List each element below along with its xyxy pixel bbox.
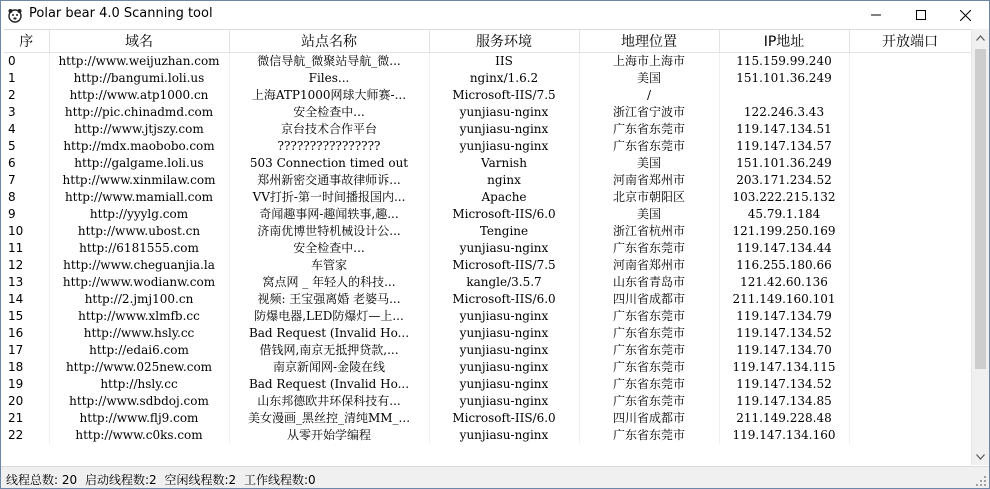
cell-location: 广东省东莞市 [579, 240, 719, 257]
cell-index: 17 [4, 342, 49, 359]
cell-location: 河南省郑州市 [579, 257, 719, 274]
cell-index: 1 [4, 70, 49, 87]
cell-server: yunjiasu-nginx [429, 104, 579, 121]
cell-open-ports [849, 70, 971, 87]
cell-site-name: 微信导航_微聚站导航_微... [229, 53, 429, 71]
cell-location: 广东省东莞市 [579, 308, 719, 325]
cell-site-name: 安全检查中... [229, 104, 429, 121]
cell-site-name: 郑州新密交通事故律师诉... [229, 172, 429, 189]
cell-domain: http://www.cheguanjia.la [49, 257, 229, 274]
cell-site-name: 窝点网 _ 年轻人的科技... [229, 274, 429, 291]
table-row[interactable] [4, 155, 971, 172]
cell-ip: 119.147.134.52 [719, 325, 849, 342]
cell-index: 21 [4, 410, 49, 427]
cell-site-name: 南京新闻网-金陵在线 [229, 359, 429, 376]
cell-ip: 119.147.134.57 [719, 138, 849, 155]
cell-domain: http://www.jtjszy.com [49, 121, 229, 138]
cell-site-name: 安全检查中... [229, 240, 429, 257]
chevron-up-icon [976, 35, 985, 41]
cell-open-ports [849, 376, 971, 393]
cell-ip: 116.255.180.66 [719, 257, 849, 274]
cell-location: / [579, 87, 719, 104]
table-row[interactable] [4, 172, 971, 189]
results-table [4, 29, 971, 466]
table-row[interactable] [4, 359, 971, 376]
cell-ip: 119.147.134.79 [719, 308, 849, 325]
cell-server: Tengine [429, 223, 579, 240]
cell-open-ports [849, 393, 971, 410]
cell-open-ports [849, 87, 971, 104]
cell-server: Microsoft-IIS/7.5 [429, 257, 579, 274]
cell-ip [719, 87, 849, 104]
table-row[interactable] [4, 104, 971, 121]
cell-server: yunjiasu-nginx [429, 138, 579, 155]
total-threads: 线程总数: 20 [6, 473, 78, 487]
cell-site-name: 奇闻趣事网-趣闻轶事,趣... [229, 206, 429, 223]
cell-server: yunjiasu-nginx [429, 325, 579, 342]
cell-domain: http://www.wodianw.com [49, 274, 229, 291]
cell-ip: 121.42.60.136 [719, 274, 849, 291]
cell-ip: 151.101.36.249 [719, 155, 849, 172]
cell-server: Microsoft-IIS/6.0 [429, 410, 579, 427]
cell-location: 广东省东莞市 [579, 121, 719, 138]
minimize-button[interactable] [853, 1, 898, 29]
cell-location: 广东省东莞市 [579, 325, 719, 342]
cell-server: Varnish [429, 155, 579, 172]
working-threads: 工作线程数:0 [244, 473, 316, 487]
table-row[interactable] [4, 87, 971, 104]
cell-location: 广东省东莞市 [579, 427, 719, 444]
cell-open-ports [849, 274, 971, 291]
cell-server: yunjiasu-nginx [429, 376, 579, 393]
cell-site-name: 山东邦德欧井环保科技有... [229, 393, 429, 410]
cell-index: 0 [4, 53, 49, 71]
table-row[interactable] [4, 189, 971, 206]
table-row[interactable] [4, 376, 971, 393]
cell-site-name: 车管家 [229, 257, 429, 274]
cell-location: 四川省成都市 [579, 291, 719, 308]
title-bar[interactable] [1, 1, 989, 29]
cell-server: IIS [429, 53, 579, 71]
cell-location: 美国 [579, 206, 719, 223]
cell-index: 8 [4, 189, 49, 206]
table-row[interactable] [4, 138, 971, 155]
cell-open-ports [849, 189, 971, 206]
cell-server: kangle/3.5.7 [429, 274, 579, 291]
table-row[interactable] [4, 342, 971, 359]
maximize-button[interactable] [898, 1, 943, 29]
cell-server: yunjiasu-nginx [429, 359, 579, 376]
cell-ip: 122.246.3.43 [719, 104, 849, 121]
table-body [4, 53, 971, 445]
cell-site-name: Bad Request (Invalid Ho... [229, 376, 429, 393]
cell-domain: http://www.c0ks.com [49, 427, 229, 444]
cell-open-ports [849, 291, 971, 308]
cell-index: 5 [4, 138, 49, 155]
table-row[interactable] [4, 223, 971, 240]
cell-server: Microsoft-IIS/6.0 [429, 206, 579, 223]
cell-domain: http://yyylg.com [49, 206, 229, 223]
cell-index: 6 [4, 155, 49, 172]
cell-location: 广东省东莞市 [579, 342, 719, 359]
cell-open-ports [849, 155, 971, 172]
cell-server: Apache [429, 189, 579, 206]
cell-open-ports [849, 53, 971, 71]
table-row[interactable] [4, 206, 971, 223]
cell-location: 浙江省宁波市 [579, 104, 719, 121]
cell-site-name: 美女漫画_黑丝控_清纯MM_... [229, 410, 429, 427]
cell-domain: http://www.xlmfb.cc [49, 308, 229, 325]
cell-ip: 115.159.99.240 [719, 53, 849, 71]
cell-ip: 119.147.134.115 [719, 359, 849, 376]
cell-domain: http://www.ubost.cn [49, 223, 229, 240]
table-row[interactable] [4, 308, 971, 325]
cell-location: 北京市朝阳区 [579, 189, 719, 206]
table-row[interactable] [4, 274, 971, 291]
column-header-open-ports[interactable]: 开放端口 [849, 30, 971, 53]
cell-open-ports [849, 427, 971, 444]
cell-ip: 151.101.36.249 [719, 70, 849, 87]
cell-open-ports [849, 257, 971, 274]
cell-location: 广东省东莞市 [579, 393, 719, 410]
cell-location: 上海市上海市 [579, 53, 719, 71]
cell-location: 美国 [579, 155, 719, 172]
cell-location: 美国 [579, 70, 719, 87]
cell-index: 11 [4, 240, 49, 257]
cell-server: yunjiasu-nginx [429, 393, 579, 410]
table-row[interactable] [4, 291, 971, 308]
cell-server: yunjiasu-nginx [429, 427, 579, 444]
column-header-server[interactable]: 服务环境 [429, 30, 579, 53]
cell-domain: http://mdx.maobobo.com [49, 138, 229, 155]
column-header-index[interactable]: 序 [4, 30, 49, 53]
cell-server: yunjiasu-nginx [429, 342, 579, 359]
cell-ip: 119.147.134.52 [719, 376, 849, 393]
cell-domain: http://www.mamiall.com [49, 189, 229, 206]
cell-server: nginx [429, 172, 579, 189]
cell-server: yunjiasu-nginx [429, 308, 579, 325]
started-threads: 启动线程数:2 [84, 473, 157, 487]
scroll-up-arrow[interactable] [972, 29, 989, 46]
cell-index: 4 [4, 121, 49, 138]
cell-open-ports [849, 410, 971, 427]
table-row[interactable] [4, 240, 971, 257]
cell-domain: http://www.xinmilaw.com [49, 172, 229, 189]
chevron-down-icon [976, 454, 985, 460]
minimize-icon [871, 10, 881, 20]
cell-site-name: 防爆电器,LED防爆灯—上... [229, 308, 429, 325]
cell-location: 河南省郑州市 [579, 172, 719, 189]
cell-index: 3 [4, 104, 49, 121]
cell-domain: http://pic.chinadmd.com [49, 104, 229, 121]
cell-open-ports [849, 308, 971, 325]
cell-domain: http://www.weijuzhan.com [49, 53, 229, 71]
table-row[interactable] [4, 53, 971, 71]
resize-grip-icon[interactable] [975, 475, 987, 487]
cell-ip: 119.147.134.51 [719, 121, 849, 138]
table-row[interactable] [4, 70, 971, 87]
cell-location: 广东省东莞市 [579, 359, 719, 376]
scroll-thumb[interactable] [975, 49, 986, 369]
cell-site-name: 视频: 王宝强离婚 老婆马... [229, 291, 429, 308]
cell-site-name: 济南优博世特机械设计公... [229, 223, 429, 240]
cell-domain: http://www.atp1000.cn [49, 87, 229, 104]
cell-location: 浙江省杭州市 [579, 223, 719, 240]
polar-bear-icon [7, 7, 23, 23]
cell-ip: 203.171.234.52 [719, 172, 849, 189]
cell-server: Microsoft-IIS/7.5 [429, 87, 579, 104]
cell-index: 13 [4, 274, 49, 291]
table-row[interactable] [4, 427, 971, 444]
cell-ip: 211.149.228.48 [719, 410, 849, 427]
cell-site-name: 借钱网,南京无抵押贷款,... [229, 342, 429, 359]
cell-domain: http://www.flj9.com [49, 410, 229, 427]
cell-open-ports [849, 359, 971, 376]
table-row[interactable] [4, 325, 971, 342]
cell-open-ports [849, 138, 971, 155]
cell-index: 12 [4, 257, 49, 274]
cell-domain: http://bangumi.loli.us [49, 70, 229, 87]
cell-ip: 119.147.134.160 [719, 427, 849, 444]
table-header [4, 30, 971, 53]
cell-open-ports [849, 206, 971, 223]
cell-index: 19 [4, 376, 49, 393]
cell-open-ports [849, 342, 971, 359]
cell-location: 四川省成都市 [579, 410, 719, 427]
cell-domain: http://www.hsly.cc [49, 325, 229, 342]
cell-location: 山东省青岛市 [579, 274, 719, 291]
cell-site-name: Bad Request (Invalid Ho... [229, 325, 429, 342]
idle-threads: 空闲线程数:2 [164, 473, 237, 487]
cell-site-name: Files... [229, 70, 429, 87]
cell-domain: http://6181555.com [49, 240, 229, 257]
column-header-domain[interactable]: 域名 [49, 30, 229, 53]
cell-index: 2 [4, 87, 49, 104]
cell-site-name: 从零开始学编程 [229, 427, 429, 444]
cell-index: 14 [4, 291, 49, 308]
cell-index: 16 [4, 325, 49, 342]
cell-open-ports [849, 121, 971, 138]
cell-open-ports [849, 240, 971, 257]
cell-site-name: ???????????????? [229, 138, 429, 155]
cell-location: 广东省东莞市 [579, 376, 719, 393]
status-bar [1, 466, 989, 489]
cell-domain: http://www.sdbdoj.com [49, 393, 229, 410]
cell-domain: http://edai6.com [49, 342, 229, 359]
cell-ip: 211.149.160.101 [719, 291, 849, 308]
close-button[interactable] [943, 1, 988, 29]
cell-index: 18 [4, 359, 49, 376]
column-header-location[interactable]: 地理位置 [579, 30, 719, 53]
column-header-site-name[interactable]: 站点名称 [229, 30, 429, 53]
cell-ip: 103.222.215.132 [719, 189, 849, 206]
cell-index: 9 [4, 206, 49, 223]
cell-index: 7 [4, 172, 49, 189]
cell-open-ports [849, 104, 971, 121]
table-row[interactable] [4, 257, 971, 274]
cell-ip: 119.147.134.85 [719, 393, 849, 410]
cell-open-ports [849, 172, 971, 189]
cell-ip: 45.79.1.184 [719, 206, 849, 223]
scroll-down-arrow[interactable] [972, 448, 989, 465]
status-text [6, 471, 320, 488]
cell-index: 22 [4, 427, 49, 444]
cell-domain: http://2.jmj100.cn [49, 291, 229, 308]
cell-server: nginx/1.6.2 [429, 70, 579, 87]
cell-location: 广东省东莞市 [579, 138, 719, 155]
cell-index: 10 [4, 223, 49, 240]
cell-ip: 119.147.134.70 [719, 342, 849, 359]
cell-site-name: 503 Connection timed out [229, 155, 429, 172]
window-title: Polar bear 4.0 Scanning tool [29, 6, 213, 21]
cell-index: 15 [4, 308, 49, 325]
table-row[interactable] [4, 410, 971, 427]
cell-site-name: 京台技术合作平台 [229, 121, 429, 138]
cell-domain: http://hsly.cc [49, 376, 229, 393]
close-icon [960, 10, 971, 21]
cell-open-ports [849, 223, 971, 240]
cell-domain: http://www.025new.com [49, 359, 229, 376]
cell-site-name: VV打折-第一时间播报国内... [229, 189, 429, 206]
cell-ip: 119.147.134.44 [719, 240, 849, 257]
cell-ip: 121.199.250.169 [719, 223, 849, 240]
maximize-icon [916, 10, 926, 20]
cell-open-ports [849, 325, 971, 342]
cell-server: yunjiasu-nginx [429, 240, 579, 257]
table-row[interactable] [4, 121, 971, 138]
column-header-ip[interactable]: IP地址 [719, 30, 849, 53]
cell-index: 20 [4, 393, 49, 410]
table-row[interactable] [4, 393, 971, 410]
cell-site-name: 上海ATP1000网球大师赛-... [229, 87, 429, 104]
cell-server: Microsoft-IIS/6.0 [429, 291, 579, 308]
cell-domain: http://galgame.loli.us [49, 155, 229, 172]
vertical-scrollbar[interactable] [971, 29, 989, 465]
cell-server: yunjiasu-nginx [429, 121, 579, 138]
